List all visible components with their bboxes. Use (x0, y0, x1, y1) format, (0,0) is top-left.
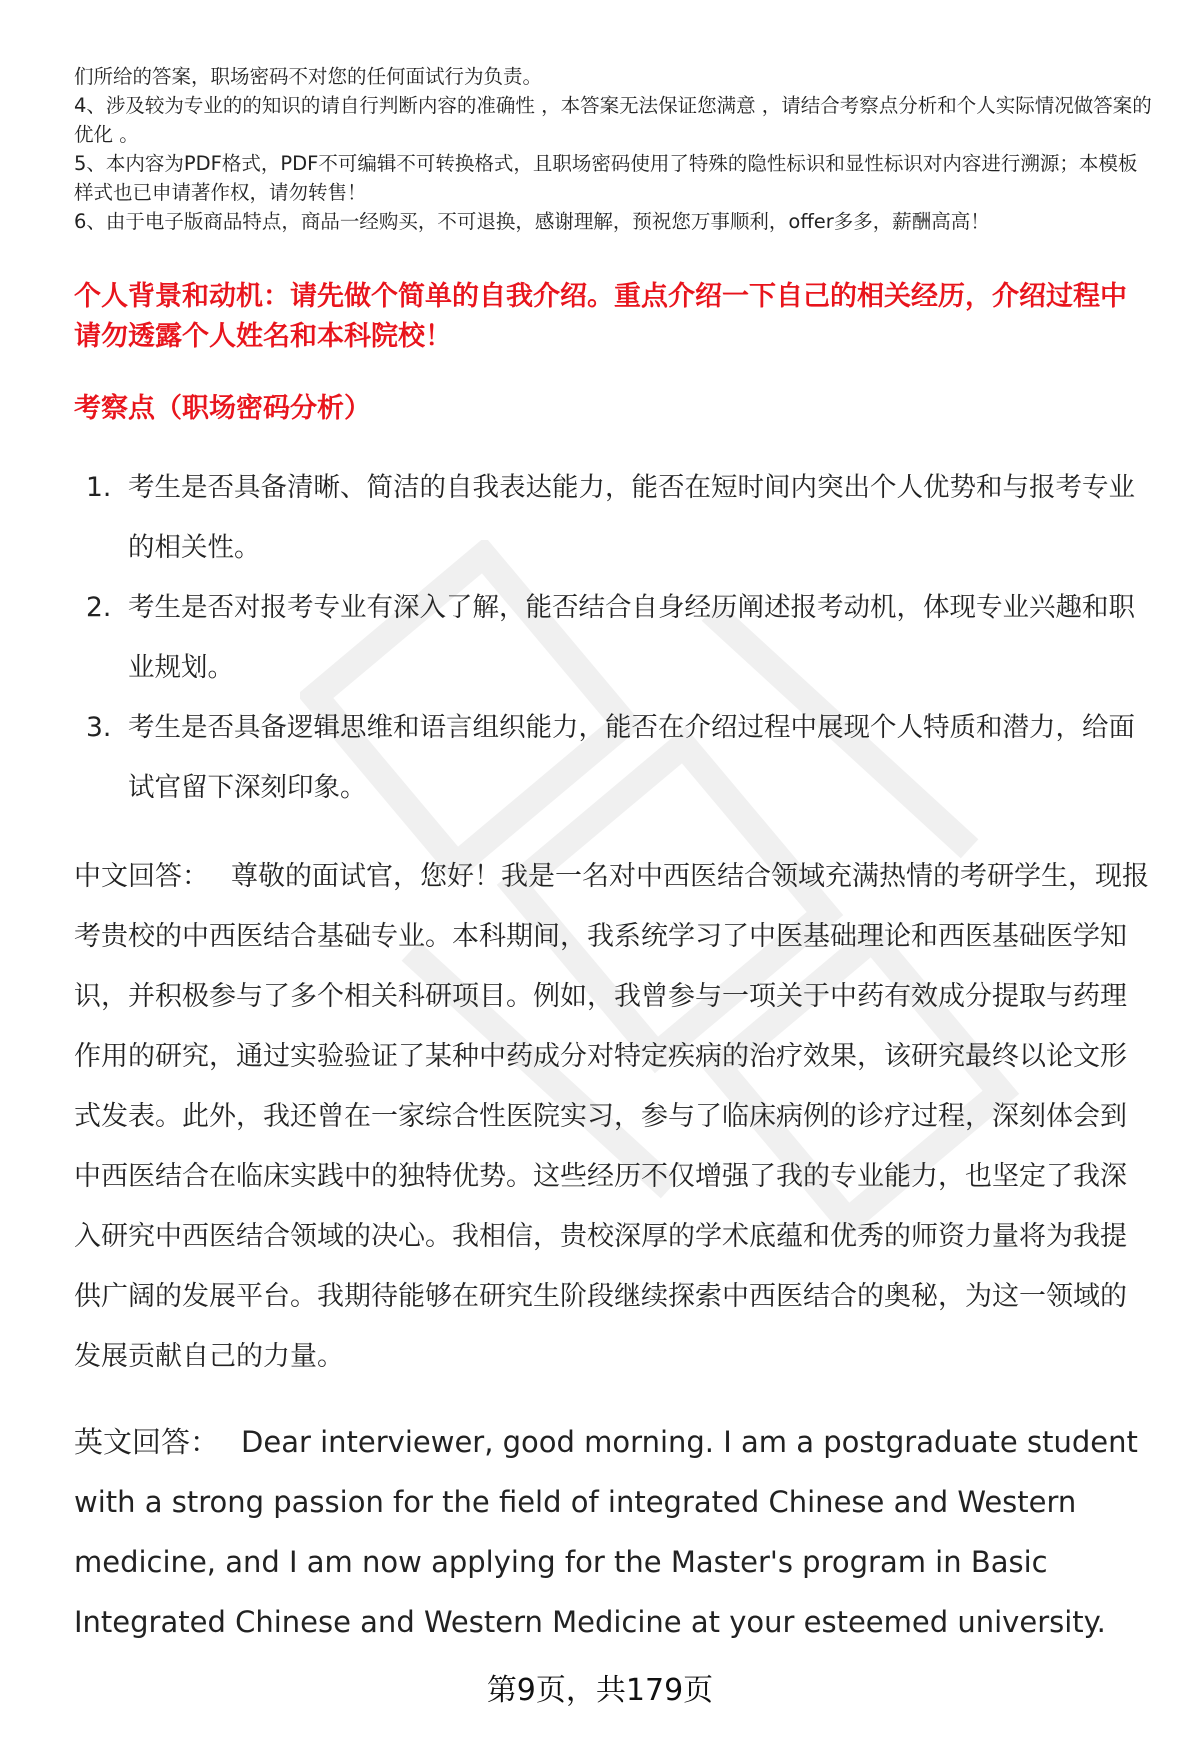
note-line: 们所给的答案，职场密码不对您的任何面试行为负责。 (74, 65, 543, 88)
note-line: 4、涉及较为专业的的知识的请自行判断内容的准确性 ，本答案无法保证您满意 ，请结合考察点分析和个人实际情况做答案的优化 。 (74, 94, 1152, 146)
analysis-heading: 考察点（职场密码分析） (74, 393, 371, 424)
notes-block (74, 62, 1154, 236)
chinese-answer (74, 847, 1152, 1387)
page-indicator: 第9页，共179页 (486, 1673, 714, 1708)
analysis-point (74, 578, 1154, 698)
analysis-point (74, 698, 1154, 818)
point-text: 考生是否具备清晰、简洁的自我表达能力，能否在短时间内突出个人优势和与报考专业的相关性。 (128, 472, 1135, 563)
english-answer (74, 1412, 1152, 1652)
note-line: 6、由于电子版商品特点，商品一经购买，不可退换，感谢理解，预祝您万事顺利，offer多多，薪酬高高！ (74, 210, 990, 233)
question-heading: 个人背景和动机：请先做个简单的自我介绍。重点介绍一下自己的相关经历，介绍过程中请勿透露个人姓名和本科院校！ (74, 281, 1127, 352)
note-line: 5、本内容为PDF格式，PDF不可编辑不可转换格式，且职场密码使用了特殊的隐性标识和显性标识对内容进行溯源；本模板样式也已申请著作权，请勿转售！ (74, 152, 1138, 204)
analysis-points-list (74, 458, 1154, 818)
chinese-answer-text: 尊敬的面试官，您好！我是一名对中西医结合领域充满热情的考研学生，现报考贵校的中西医结合基础专业。本科期间，我系统学习了中医基础理论和西医基础医学知识，并积极参与了多个相关科研项目。例如，我曾参与一项关于中药有效成分提取与药理作用的研究，通过实验验证了某种中药成分对特定疾病的治疗效果，该研究最终以论文形式发表。此外，我还曾在一家综合性医院实习，参与了临床病例的诊疗过程，深刻体会到中西医结合在临床实践中的独特优势。这些经历不仅增强了我的专业能力，也坚定了我深入研究中西医结合领域的决心。我相信，贵校深厚的学术底蕴和优秀的师资力量将为我提供广阔的发展平台。我期待能够在研究生阶段继续探索中西医结合的奥秘，为这一领域的发展贡献自己的力量。 (74, 861, 1149, 1372)
chinese-answer-label: 中文回答： (74, 861, 209, 892)
english-answer-label: 英文回答： (74, 1425, 220, 1459)
point-text: 考生是否具备逻辑思维和语言组织能力，能否在介绍过程中展现个人特质和潜力，给面试官留下深刻印象。 (128, 712, 1135, 803)
point-text: 考生是否对报考专业有深入了解，能否结合自身经历阐述报考动机，体现专业兴趣和职业规划。 (128, 592, 1135, 683)
analysis-point (74, 458, 1154, 578)
point-number: 1. (86, 472, 112, 503)
point-number: 3. (86, 712, 112, 743)
point-number: 2. (86, 592, 112, 623)
english-answer-text: Dear interviewer, good morning. I am a postgraduate student with a strong passion for the field of integrated Chinese and Western medicine, and I am now applying for the Master's program in Basic Integrated Chinese and Western Medicine at your esteemed university. (74, 1425, 1138, 1639)
